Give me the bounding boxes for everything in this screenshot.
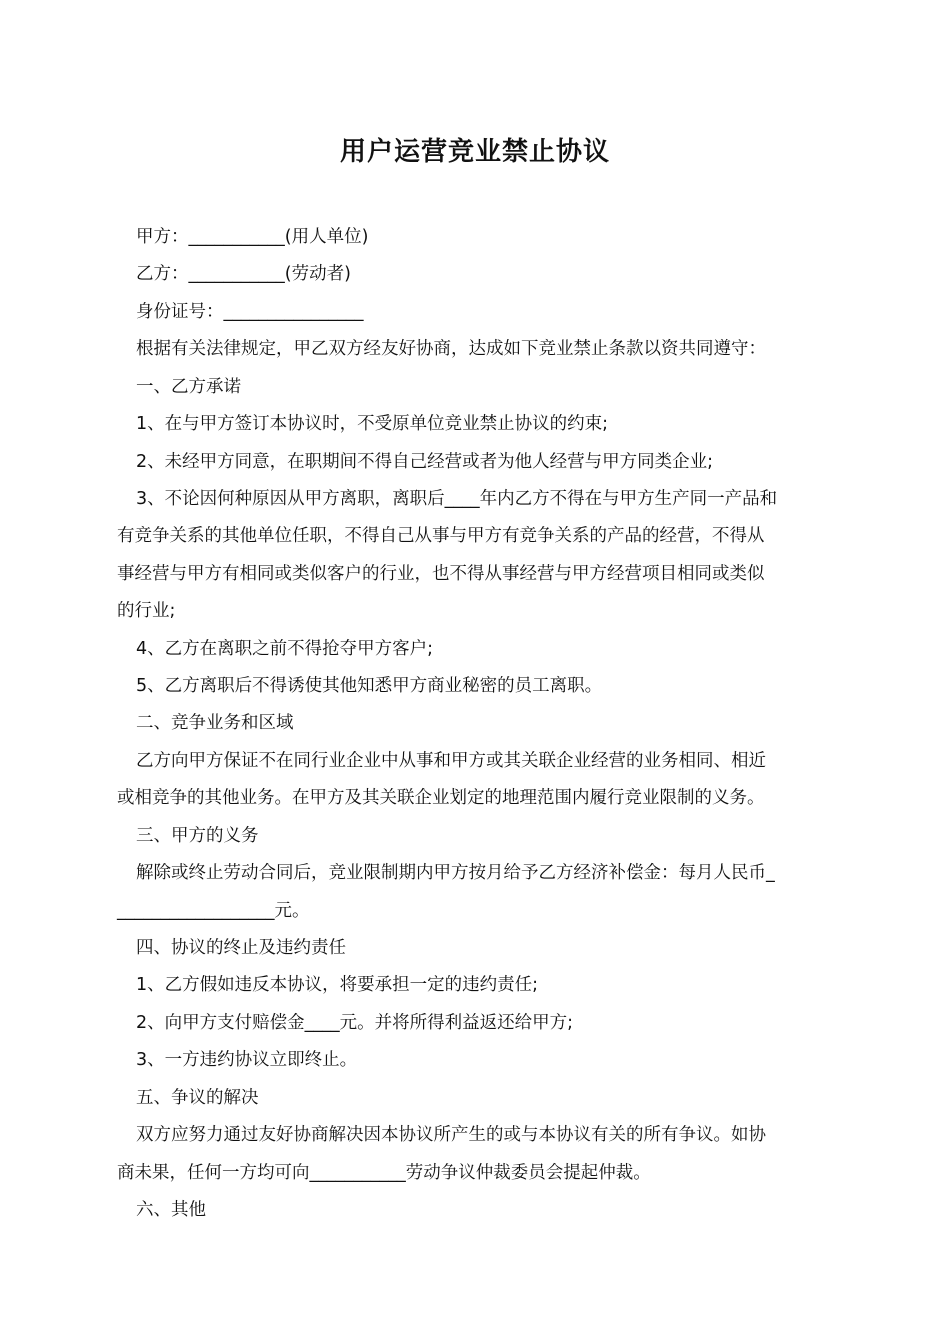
section-5-heading: 五、争议的解决 bbox=[136, 1088, 259, 1108]
section-5-body-line-2: 商未果，任何一方均可向___________劳动争议仲裁委员会提起仲裁。 bbox=[117, 1163, 651, 1183]
clause-1-3-line-4: 的行业; bbox=[117, 601, 176, 621]
section-3-heading: 三、甲方的义务 bbox=[136, 826, 259, 846]
section-4-heading: 四、协议的终止及违约责任 bbox=[136, 938, 346, 958]
id-number-line: 身份证号：________________ bbox=[136, 302, 364, 322]
section-2-body-line-2: 或相竞争的其他业务。在甲方及其关联企业划定的地理范围内履行竞业限制的义务。 bbox=[117, 788, 765, 808]
section-5-body-line-1: 双方应努力通过友好协商解决因本协议所产生的或与本协议有关的所有争议。如协 bbox=[136, 1125, 766, 1145]
party-a-line: 甲方：___________(用人单位) bbox=[136, 227, 369, 247]
document-title: 用户运营竞业禁止协议 bbox=[339, 137, 610, 167]
clause-1-3-line-3: 事经营与甲方有相同或类似客户的行业，也不得从事经营与甲方经营项目相同或类似 bbox=[117, 564, 765, 584]
section-2-body-line-1: 乙方向甲方保证不在同行业企业中从事和甲方或其关联企业经营的业务相同、相近 bbox=[136, 751, 766, 771]
party-b-line: 乙方：___________(劳动者) bbox=[136, 264, 351, 284]
clause-1-3-line-1: 3、不论因何种原因从甲方离职，离职后____年内乙方不得在与甲方生产同一产品和 bbox=[136, 489, 778, 509]
clause-1-2: 2、未经甲方同意，在职期间不得自己经营或者为他人经营与甲方同类企业; bbox=[136, 452, 714, 472]
clause-1-1: 1、在与甲方签订本协议时，不受原单位竞业禁止协议的约束; bbox=[136, 414, 609, 434]
clause-1-3-line-2: 有竞争关系的其他单位任职，不得自己从事与甲方有竞争关系的产品的经营，不得从 bbox=[117, 526, 765, 546]
section-3-body-line-2: __________________元。 bbox=[117, 901, 310, 921]
preamble-line: 根据有关法律规定，甲乙双方经友好协商，达成如下竞业禁止条款以资共同遵守： bbox=[136, 339, 766, 359]
clause-4-3: 3、一方违约协议立即终止。 bbox=[136, 1050, 358, 1070]
clause-4-1: 1、乙方假如违反本协议，将要承担一定的违约责任; bbox=[136, 975, 539, 995]
clause-1-4: 4、乙方在离职之前不得抢夺甲方客户; bbox=[136, 639, 434, 659]
section-1-heading: 一、乙方承诺 bbox=[136, 377, 241, 397]
clause-4-2: 2、向甲方支付赔偿金____元。并将所得利益返还给甲方; bbox=[136, 1013, 574, 1033]
section-2-heading: 二、竞争业务和区域 bbox=[136, 713, 294, 733]
section-6-heading: 六、其他 bbox=[136, 1200, 206, 1220]
section-3-body-line-1: 解除或终止劳动合同后，竞业限制期内甲方按月给予乙方经济补偿金：每月人民币_ bbox=[136, 863, 775, 883]
clause-1-5: 5、乙方离职后不得诱使其他知悉甲方商业秘密的员工离职。 bbox=[136, 676, 603, 696]
